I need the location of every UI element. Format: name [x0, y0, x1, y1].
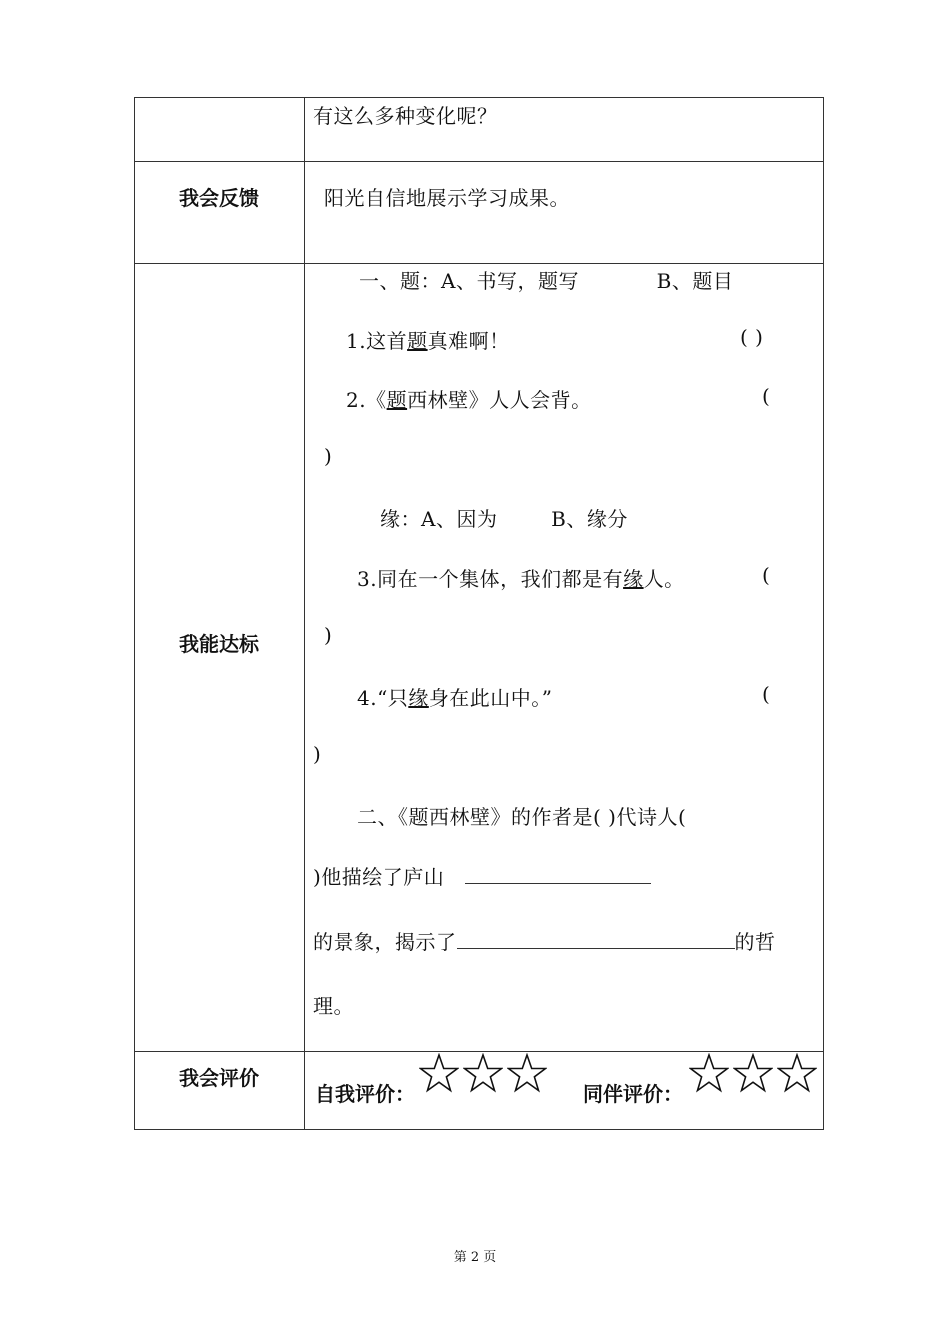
continued-text: 有这么多种变化呢？ — [313, 104, 498, 128]
item-1-paren: ( ) — [740, 325, 764, 349]
q2-line-3: 的景象，揭示了 的哲 — [313, 930, 776, 954]
q2-line-1: 二、《题西林壁》的作者是( )代诗人( — [357, 805, 687, 829]
feedback-text: 阳光自信地展示学习成果。 — [324, 186, 570, 210]
star-icon[interactable] — [463, 1053, 503, 1093]
star-icon[interactable] — [777, 1053, 817, 1093]
item-1: 1.这首题真难啊！ — [346, 329, 510, 353]
self-evaluation-stars — [419, 1053, 547, 1093]
item-2-close-paren: ) — [324, 444, 333, 468]
column-divider — [304, 98, 305, 1129]
star-icon[interactable] — [733, 1053, 773, 1093]
self-evaluation-label: 自我评价： — [315, 1082, 415, 1106]
q1-header: 一、题：A、书写，题写 B、题目 — [359, 269, 734, 293]
star-icon[interactable] — [689, 1053, 729, 1093]
item-2: 2.《题西林壁》人人会背。 — [346, 388, 592, 412]
item-4-open-paren: ( — [762, 682, 771, 706]
item-3: 3.同在一个集体，我们都是有缘人。 — [357, 567, 685, 591]
page-number: 第 2 页 — [453, 1250, 497, 1265]
star-icon[interactable] — [419, 1053, 459, 1093]
row-divider — [135, 263, 823, 264]
peer-evaluation-stars — [689, 1053, 817, 1093]
fill-blank[interactable] — [457, 928, 735, 949]
item-2-open-paren: ( — [762, 384, 771, 408]
feedback-label: 我会反馈 — [179, 186, 259, 210]
q2-line-4: 理。 — [313, 994, 354, 1018]
evaluation-label: 我会评价 — [179, 1066, 259, 1090]
star-icon[interactable] — [507, 1053, 547, 1093]
item-4-close-paren: ) — [313, 742, 322, 766]
standards-label: 我能达标 — [179, 632, 259, 656]
fill-blank[interactable] — [465, 863, 651, 884]
yuan-header: 缘：A、因为 B、缘分 — [380, 507, 628, 531]
peer-evaluation-label: 同伴评价： — [583, 1082, 683, 1106]
item-3-close-paren: ) — [324, 623, 333, 647]
lesson-table — [134, 97, 824, 1130]
item-4: 4.“只缘身在此山中。” — [357, 686, 553, 710]
row-divider — [135, 161, 823, 162]
item-3-open-paren: ( — [762, 563, 771, 587]
row-divider — [135, 1051, 823, 1052]
q2-line-2: )他描绘了庐山 — [313, 861, 651, 890]
